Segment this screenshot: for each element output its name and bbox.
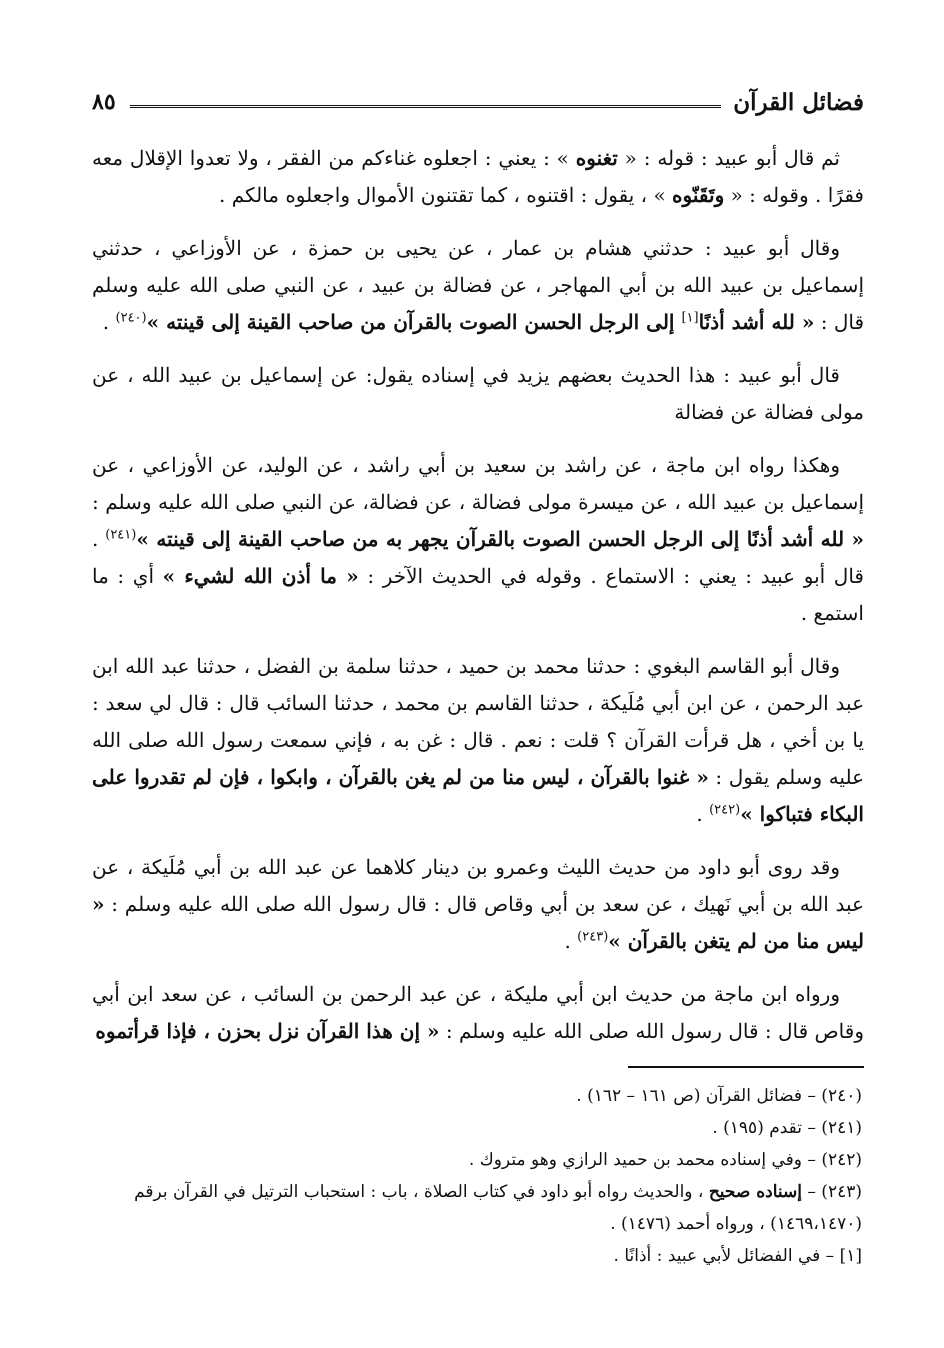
bold-quote: تغنوه xyxy=(575,146,618,170)
footnote xyxy=(92,1240,864,1272)
text-run: (٢٤٠) – فضائل القرآن (ص ١٦١ – ١٦٢) . xyxy=(576,1086,862,1106)
paragraph xyxy=(92,447,864,632)
text-run: وقال أبو القاسم البغوي : حدثنا محمد بن حميد ، حدثنا سلمة بن الفضل ، حدثنا عبد الله ابن عبد الرحمن ، عن ابن أبي مُلَيكة ، حدثنا القاسم بن محمد ، حدثنا السائب قال : قال لي سعد : يا بن أخي ، هل قرأت القرآن ؟ قلت : نعم . قال : غن به ، فإني سمعت رسول الله صلى الله عليه وسلم يقول : xyxy=(92,654,864,789)
text-run: وهكذا رواه ابن ماجة ، عن راشد بن سعيد بن أبي راشد ، عن الوليد، عن الأوزاعي ، عن إسماعيل بن عبيد الله ، عن ميسرة مولى فضالة ، عن فضالة، عن النبي صلى الله عليه وسلم : xyxy=(92,453,864,514)
text-run: (٢٤١) – تقدم (١٩٥) . xyxy=(712,1118,862,1138)
footnote xyxy=(92,1144,864,1176)
text-run: (٢٤٢) – وفي إسناده محمد بن حميد الرازي وهو متروك . xyxy=(468,1150,862,1170)
text-run: ، والحديث رواه أبو داود في كتاب الصلاة ، باب : استحباب الترتيل في القرآن برقم (١٤٦٩،١٤٧٠) ، ورواه أحمد (١٤٧٦) . xyxy=(134,1182,862,1234)
paragraph xyxy=(92,140,864,214)
text-run: وقد روى أبو داود من حديث الليث وعمرو بن دينار كلاهما عن عبد الله بن أبي مُلَيكة ، عن عبد الله بن أبي نَهيك ، عن سعد بن أبي وقاص قال : قال رسول الله صلى الله عليه وسلم : xyxy=(92,855,864,916)
text-run: . قال أبو عبيد : يعني : الاستماع . وقوله في الحديث الآخر : xyxy=(92,527,864,588)
text-run: . xyxy=(696,802,710,826)
reference-marker: [١] xyxy=(681,310,699,326)
footnote xyxy=(92,1080,864,1112)
book-title: فضائل القرآن xyxy=(733,88,864,116)
body-text xyxy=(92,140,864,1050)
text-run: (٢٤٣) – xyxy=(802,1182,862,1202)
footnote xyxy=(92,1112,864,1144)
text-run: أي : ما استمع . xyxy=(92,564,864,625)
paragraph xyxy=(92,357,864,431)
bold-quote: « إن هذا القرآن نزل بحزن ، فإذا قرأتموه xyxy=(95,1019,440,1043)
text-run: وقال أبو عبيد : حدثني هشام بن عمار ، عن يحيى بن حمزة ، عن الأوزاعي ، حدثني إسماعيل بن عبيد الله بن أبي المهاجر ، عن فضالة بن عبيد ، عن النبي صلى الله عليه وسلم قال : xyxy=(92,236,864,334)
paragraph xyxy=(92,849,864,960)
bold-quote: إسناده صحيح xyxy=(708,1182,802,1202)
reference-marker: (٢٤٣) xyxy=(577,929,609,945)
text-run: [١] – في الفضائل لأبي عبيد : أذانًا . xyxy=(613,1246,862,1266)
document-page xyxy=(92,82,864,1282)
bold-quote: « لله أشد أذنًا إلى الرجل الحسن الصوت بالقرآن يجهر به من صاحب القينة إلى قينته » xyxy=(136,527,865,551)
header-rule xyxy=(130,105,722,108)
reference-marker: (٢٤٠) xyxy=(115,310,147,326)
footnotes xyxy=(92,1080,864,1272)
footnote-separator xyxy=(628,1066,864,1068)
running-header xyxy=(92,82,864,122)
text-run: » ، يقول : اقتنوه ، كما تقتنون الأموال واجعلوه مالكم . xyxy=(219,183,673,207)
footnote xyxy=(92,1176,864,1240)
bold-quote: « ما أذن الله لشيء » xyxy=(162,564,359,588)
text-run: ورواه ابن ماجة من حديث ابن أبي مليكة ، عن عبد الرحمن بن السائب ، عن سعد ابن أبي وقاص قال : قال رسول الله صلى الله عليه وسلم : xyxy=(92,982,864,1043)
text-run: قال أبو عبيد : هذا الحديث بعضهم يزيد في إسناده يقول: عن إسماعيل بن عبيد الله ، عن مولى فضالة عن فضالة xyxy=(92,363,864,424)
text-run: . xyxy=(102,310,116,334)
page-number: ٨٥ xyxy=(92,89,116,115)
bold-quote: « لله أشد أذنًا xyxy=(698,310,815,334)
text-run: » : يعني : اجعلوه غناءكم من الفقر ، ولا تعدوا الإقلال معه فقرًا . وقوله : « xyxy=(92,146,864,207)
text-run: . xyxy=(564,929,578,953)
text-run: ثم قال أبو عبيد : قوله : « xyxy=(617,146,840,170)
bold-quote: وتَقَنّوه xyxy=(672,183,725,207)
paragraph xyxy=(92,976,864,1050)
paragraph xyxy=(92,230,864,341)
paragraph xyxy=(92,648,864,833)
reference-marker: (٢٤٢) xyxy=(709,802,741,818)
bold-quote: « ليس منا من لم يتغن بالقرآن » xyxy=(92,892,864,953)
reference-marker: (٢٤١) xyxy=(105,527,137,543)
bold-quote: إلى الرجل الحسن الصوت بالقرآن من صاحب القينة إلى قينته » xyxy=(146,310,682,334)
bold-quote: « غنوا بالقرآن ، ليس منا من لم يغن بالقرآن ، وابكوا ، فإن لم تقدروا على البكاء فتباكوا » xyxy=(92,765,864,826)
